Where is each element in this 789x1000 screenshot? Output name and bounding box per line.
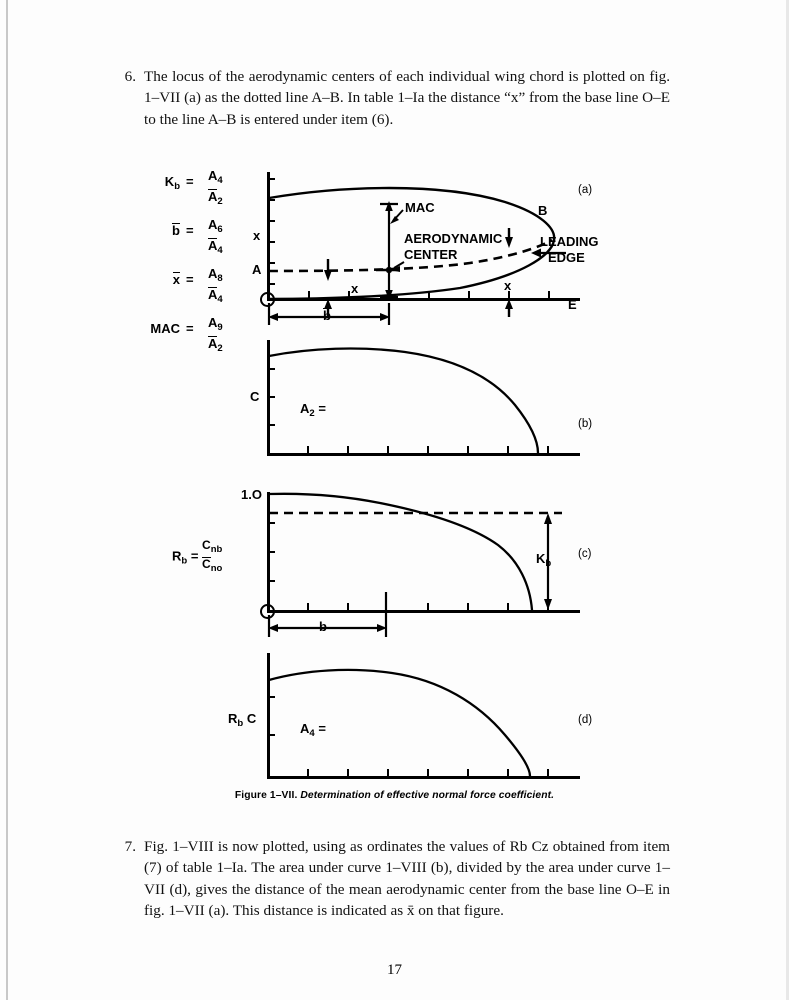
panel-a-tag: (a) [578, 184, 593, 196]
panel-a-point-b-label: B [538, 203, 548, 218]
panel-b-y-axis-label: C [250, 389, 260, 404]
figure-caption-number: Figure 1–VII. [234, 790, 298, 801]
formula-mac-fraction: $A_9$ $A_2$ [208, 315, 223, 354]
panel-a-mac-label: MAC [405, 200, 435, 215]
panel-c-tag: (c) [578, 548, 592, 560]
formula-bbar-fraction: $A_6$ $A_4$ [208, 217, 223, 256]
panel-a-aerodynamic-center-label-line2: CENTER [404, 247, 458, 262]
figure-caption [0, 790, 789, 801]
paragraph-6-text: The locus of the aerodynamic centers of each individual wing chord is plotted on fig. 1–VII (a) as the dotted line A–B. In table 1–Ia the distance “x” from the base line O–E to the line A–B is entered under item (6). [144, 68, 670, 128]
page-number: 17 [387, 962, 402, 978]
paragraph-7 [114, 836, 670, 921]
panel-a-right-axis-label: E [568, 297, 577, 312]
formula-kb-equals: = [186, 174, 194, 189]
panel-b-tag: (b) [578, 418, 593, 430]
panel-c-kb-label: $K_b$ [536, 551, 552, 569]
panel-a-leading-edge-label-line1: LEADING [540, 234, 599, 249]
formula-bbar-lhs: b [172, 223, 180, 238]
panel-a-leading-edge-label-line2: EDGE [548, 250, 585, 265]
panel-c-dim-b-label: b [319, 619, 327, 634]
paragraph-7-text: Fig. 1–VIII is now plotted, using as ordinates the values of Rb Cz obtained from item (7) of table 1–Ia. The area under curve 1–VIII (b), divided by the area under curve 1–VII (d), gives the distance of the mean aerodynamic center from the base line O–E in fig. 1–VII (a). This distance is indicated as x̄ on that figure. [144, 838, 670, 919]
panel-a-dim-b-label: b [323, 308, 331, 323]
paragraph-7-number: 7. [124, 838, 136, 855]
formula-xbar-fraction: $A_8$ $A_4$ [208, 266, 223, 305]
formula-mac-equals: = [186, 321, 194, 336]
panel-c-y-axis-top-label: 1.O [241, 487, 262, 502]
panel-a-x-right-label: x [504, 278, 512, 293]
panel-d-y-axis-label: $R_b$ C [228, 711, 257, 729]
figure-caption-title: Determination of effective normal force coefficient. [300, 790, 555, 801]
panel-a-x-mid-label: x [351, 281, 359, 296]
formula-xbar-lhs: x [172, 272, 180, 287]
panel-c-y-axis-formula: $R_b$ = $C_{nb}$ $C_{no}$ [172, 538, 223, 574]
formula-xbar-equals: = [186, 272, 194, 287]
panel-a-aerodynamic-center-label-line1: AERODYNAMIC [404, 231, 503, 246]
panel-a-y-axis-label: x [253, 228, 261, 243]
formula-mac-lhs: MAC [150, 321, 180, 336]
formula-kb-fraction: $A_4$ $A_2$ [208, 168, 223, 207]
paragraph-6-number: 6. [124, 68, 136, 85]
panel-a-point-a-label: A [252, 262, 262, 277]
panel-d-tag: (d) [578, 714, 593, 726]
panel-b-area-label: $A_2$ = [300, 401, 326, 419]
formula-kb-lhs: $K_b$ [164, 174, 180, 192]
panel-d-area-label: $A_4$ = [300, 721, 326, 739]
formula-bbar-equals: = [186, 223, 194, 238]
